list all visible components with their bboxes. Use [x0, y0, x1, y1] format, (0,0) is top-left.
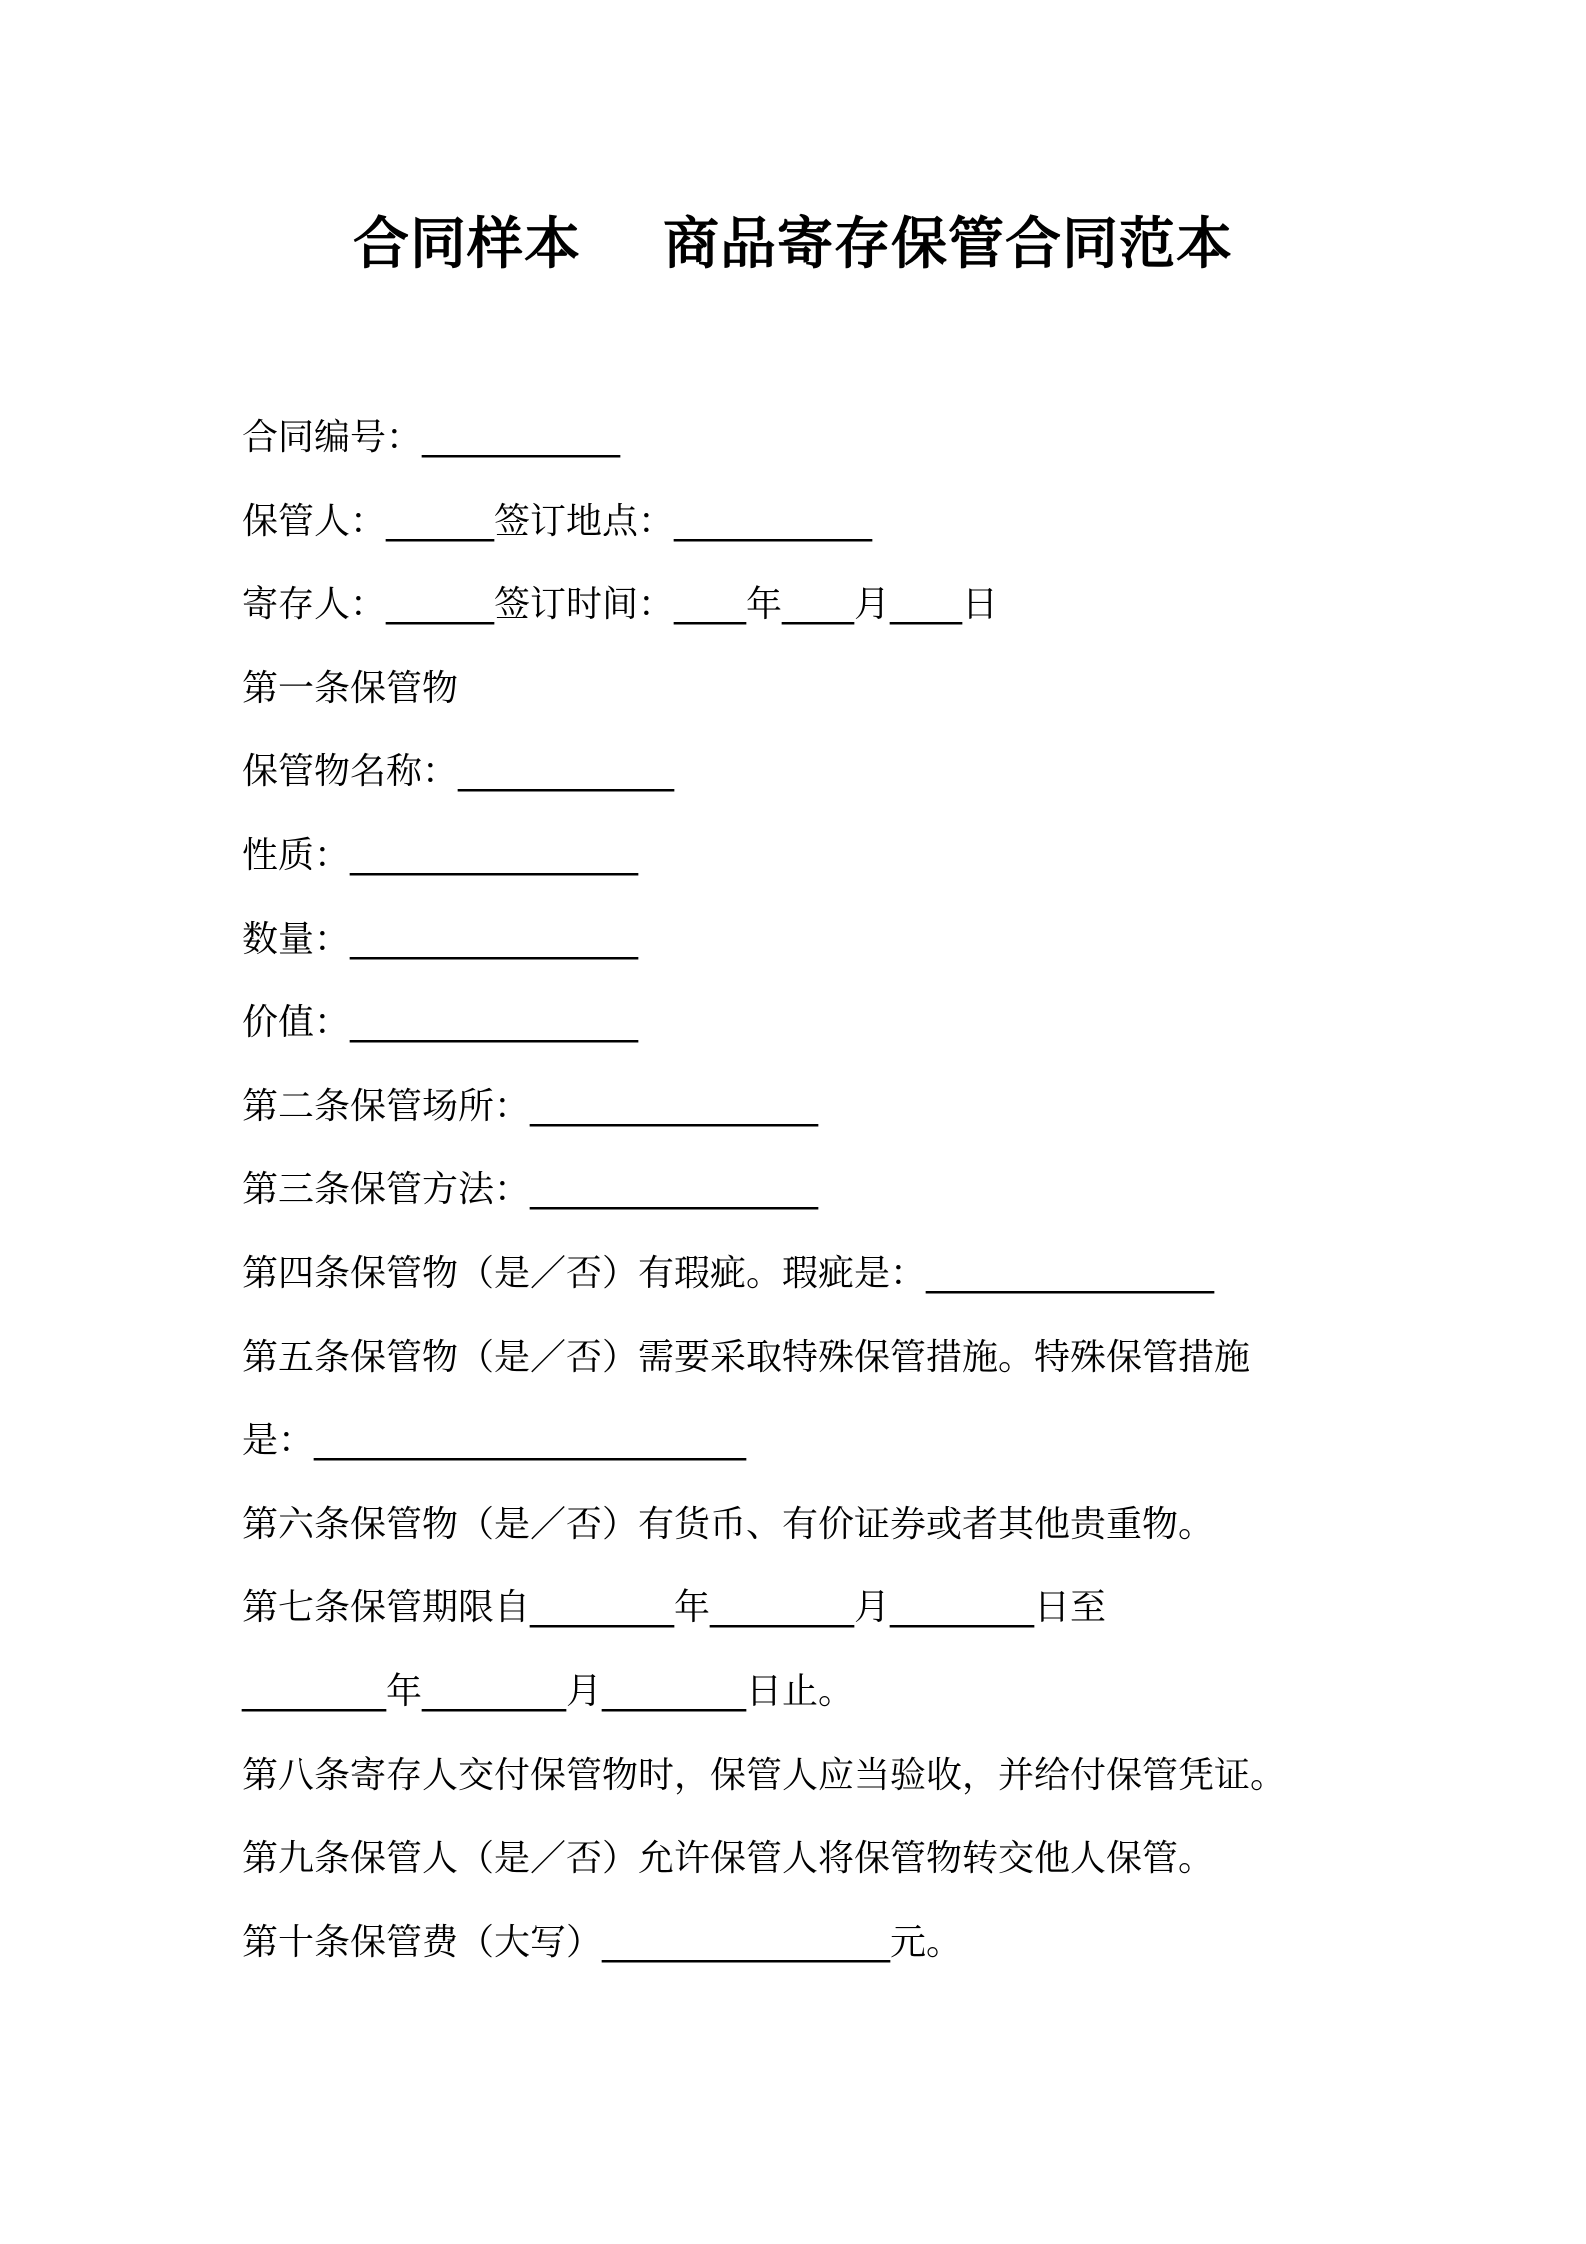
article-7-continuation: ________年________月________日止。: [242, 1670, 855, 1712]
article-8-line: 第八条寄存人交付保管物时，保管人应当验收，并给付保管凭证。: [242, 1754, 1287, 1796]
article-6-line: 第六条保管物（是／否）有货币、有价证券或者其他贵重物。: [242, 1503, 1215, 1545]
article-3-line: 第三条保管方法：________________: [242, 1169, 819, 1211]
contract-number-line: 合同编号：___________: [242, 417, 621, 458]
article-10-line: 第十条保管费（大写）________________元。: [242, 1921, 963, 1963]
article-9-line: 第九条保管人（是／否）允许保管人将保管物转交他人保管。: [242, 1838, 1215, 1880]
depositor-line: 寄存人：______签订时间：____年____月____日: [242, 584, 999, 626]
item-quantity-line: 数量：________________: [242, 918, 639, 960]
article-2-line: 第二条保管场所：________________: [242, 1085, 819, 1127]
item-name-line: 保管物名称：____________: [242, 751, 675, 793]
document-body: [242, 396, 1422, 1984]
article-5-continuation: 是：________________________: [242, 1420, 747, 1462]
item-nature-line: 性质：________________: [242, 834, 639, 876]
document-title: 合同样本 商品寄存保管合同范本: [353, 212, 1233, 277]
article-5-line: 第五条保管物（是／否）需要采取特殊保管措施。特殊保管措施: [242, 1336, 1251, 1378]
article-7-line: 第七条保管期限自________年________月________日至: [242, 1587, 1107, 1629]
custodian-line: 保管人：______签订地点：___________: [242, 500, 873, 542]
article-1-heading: 第一条保管物: [242, 667, 459, 709]
article-4-line: 第四条保管物（是／否）有瑕疵。瑕疵是：________________: [242, 1252, 1215, 1294]
item-value-line: 价值：________________: [242, 1002, 639, 1044]
